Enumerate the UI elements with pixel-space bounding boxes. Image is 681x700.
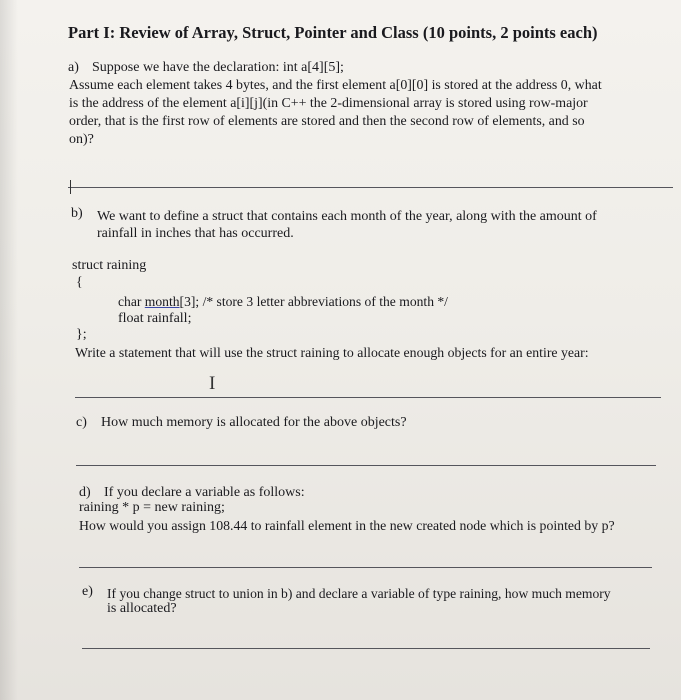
answer-line-b[interactable] [75, 397, 661, 398]
question-d-line3: How would you assign 108.44 to rainfall element in the new created node which is pointed by p? [79, 518, 615, 533]
question-e-label: e) [82, 584, 93, 599]
code-struct-line: struct raining [72, 258, 147, 273]
question-c-text: How much memory is allocated for the above objects? [101, 415, 407, 430]
code-close-brace: }; [76, 327, 87, 342]
question-c-label: c) [76, 415, 87, 430]
question-b-line1: We want to define a struct that contains each month of the year, along with the amount of [97, 209, 597, 224]
code-field-line [118, 294, 448, 310]
question-e-line2: is allocated? [107, 601, 177, 616]
question-d-line2: raining * p = new raining; [79, 500, 225, 515]
question-b-line2: rainfall in inches that has occurred. [97, 226, 294, 241]
code-field-prefix: char [118, 294, 145, 309]
question-d-label: d) [79, 485, 91, 500]
code-open-brace: { [76, 275, 83, 290]
question-b-prompt: Write a statement that will use the struct raining to allocate enough objects for an entire year: [75, 345, 589, 360]
question-a-line4: order, that is the first row of elements are stored and then the second row of elements, and so [69, 114, 585, 129]
question-a-line3: is the address of the element a[i][j](in C++ the 2-dimensional array is stored using row-major [69, 96, 588, 111]
question-e-line1: If you change struct to union in b) and declare a variable of type raining, how much memory [107, 586, 611, 601]
question-a-label: a) [68, 60, 79, 75]
answer-line-e[interactable] [82, 648, 650, 649]
text-caret [70, 180, 71, 194]
code-field2-line: float rainfall; [118, 311, 192, 326]
question-d-line1: If you declare a variable as follows: [104, 485, 305, 500]
answer-line-c[interactable] [76, 465, 656, 466]
answer-line-d[interactable] [79, 567, 652, 568]
answer-line-a[interactable] [68, 187, 673, 188]
question-b-label: b) [71, 206, 83, 221]
text-cursor-icon: I [209, 373, 216, 394]
question-a-line2: Assume each element takes 4 bytes, and the first element a[0][0] is stored at the address 0, what [69, 78, 602, 93]
code-field-suffix: [3]; /* store 3 letter abbreviations of the month */ [179, 294, 448, 309]
question-a-line1: Suppose we have the declaration: int a[4][5]; [92, 60, 344, 75]
page-shadow [0, 0, 18, 700]
part-title: Part I: Review of Array, Struct, Pointer and Class (10 points, 2 points each) [68, 23, 598, 42]
code-field-name: month [144, 294, 180, 309]
question-a-line5: on)? [69, 132, 94, 147]
